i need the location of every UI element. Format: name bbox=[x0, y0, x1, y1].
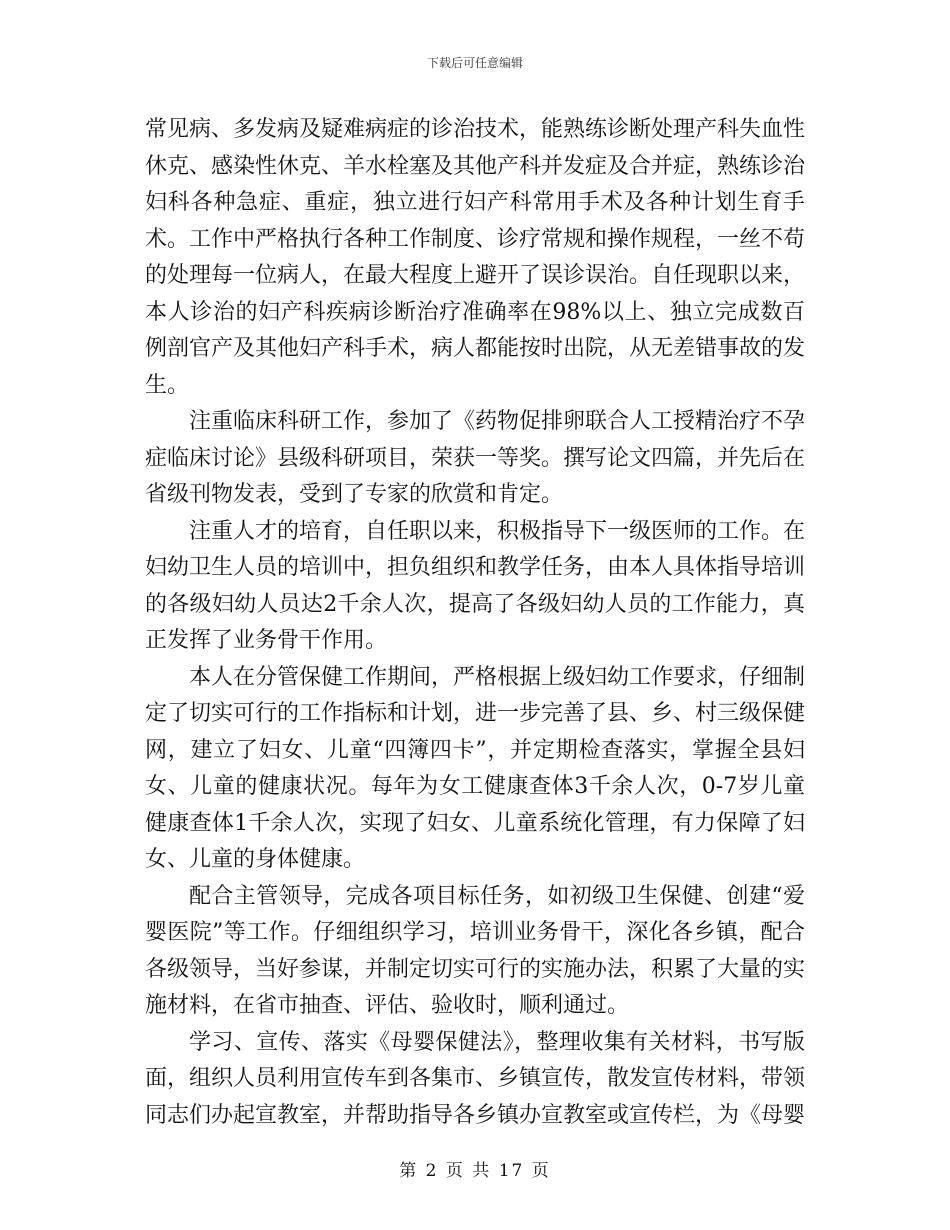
page-header-note: 下载后可任意编辑 bbox=[426, 56, 523, 70]
body-paragraph-4: 本人在分管保健工作期间，严格根据上级妇幼工作要求，仔细制定了切实可行的工作指标和计划，进一步完善了县、乡、村三级保健网，建立了妇女、儿童“四簿四卡”，并定期检查落实，掌握全县妇女、儿童的健康状况。每年为女工健康查体3千余人次，0-7岁儿童健康查体1千余人次，实现了妇女、儿童系统化管理，有力保障了妇女、儿童的身体健康。 bbox=[145, 664, 806, 872]
body-paragraph-1: 常见病、多发病及疑难病症的诊治技术，能熟练诊断处理产科失血性休克、感染性休克、羊水栓塞及其他产科并发症及合并症，熟练诊治妇科各种急症、重症，独立进行妇产科常用手术及各种计划生育手术。工作中严格执行各种工作制度、诊疗常规和操作规程，一丝不苟的处理每一位病人，在最大程度上避开了误诊误治。自任现职以来，本人诊治的妇产科疾病诊断治疗准确率在98%以上、独立完成数百例剖官产及其他妇产科手术，病人都能按时出院，从无差错事故的发生。 bbox=[145, 117, 806, 398]
page-number-footer: 第 2 页 共 17 页 bbox=[399, 1161, 551, 1181]
document-body bbox=[145, 112, 805, 1134]
body-paragraph-2: 注重临床科研工作，参加了《药物促排卵联合人工授精治疗不孕症临床讨论》县级科研项目，荣获一等奖。撰写论文四篇，并先后在省级刊物发表，受到了专家的欣赏和肯定。 bbox=[145, 409, 806, 507]
body-paragraph-5: 配合主管领导，完成各项目标任务，如初级卫生保健、创建“爱婴医院”等工作。仔细组织学习，培训业务骨干，深化各乡镇，配合各级领导，当好参谋，并制定切实可行的实施办法，积累了大量的实施材料，在省市抽查、评估、验收时，顺利通过。 bbox=[145, 883, 806, 1018]
body-paragraph-6: 学习、宣传、落实《母婴保健法》，整理收集有关材料，书写版面，组织人员利用宣传车到各集市、乡镇宣传，散发宣传材料，带领同志们办起宣教室，并帮助指导各乡镇办宣教室或宣传栏，为《母婴 bbox=[145, 1029, 806, 1128]
body-paragraph-3: 注重人才的培育，自任职以来，积极指导下一级医师的工作。在妇幼卫生人员的培训中，担负组织和教学任务，由本人具体指导培训的各级妇幼人员达2千余人次，提高了各级妇幼人员的工作能力，真正发挥了业务骨干作用。 bbox=[145, 518, 806, 653]
